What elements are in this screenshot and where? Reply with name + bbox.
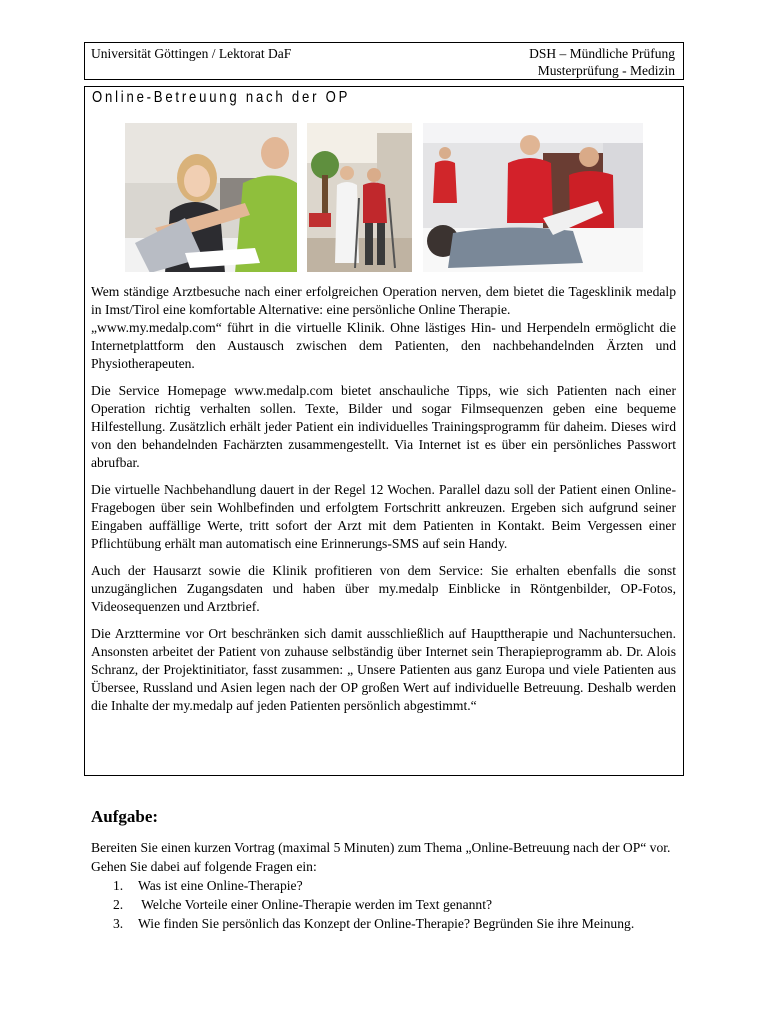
article-paragraph: Wem ständige Arztbesuche nach einer erfolgreichen Operation nerven, dem bietet die Tagesklinik medalp in Imst/Tirol eine komfortable Alternative: eine persönliche Online Therapie. xyxy=(91,284,676,317)
header-exam-type: DSH – Mündliche Prüfung xyxy=(529,46,675,61)
photo-patient-at-laptop xyxy=(125,123,297,272)
header-exam-subject: Musterprüfung - Medizin xyxy=(537,63,675,78)
article-paragraph: Auch der Hausarzt sowie die Klinik profitieren von dem Service: Sie erhalten ebenfalls die sonst unzugänglichen Zugangsdaten und haben über my.medalp Einblicke in Röntgenbilder, OP-Fotos, Videosequenzen und Arztbrief. xyxy=(91,563,676,614)
task-heading: Aufgabe: xyxy=(91,807,159,826)
article-paragraph: Die Service Homepage www.medalp.com bietet anschauliche Tipps, wie sich Patienten nach einer Operation richtig verhalten sollen. Texte, Bilder und sogar Filmsequenzen geben eine bequeme Hilfestellung. Zusätzlich erhält jeder Patient ein individuelles Trainingsprogramm für daheim. Dieses wird von den behandelnden Fachärzten zusammengestellt. Via Internet ist es über ein persönliches Passwort abrufbar. xyxy=(91,383,676,470)
document-header xyxy=(84,42,684,80)
question-text: Was ist eine Online-Therapie? xyxy=(138,878,303,893)
article-title: Online-Betreuung nach der OP xyxy=(92,89,351,106)
task-question xyxy=(91,895,681,914)
question-text: Welche Vorteile einer Online-Therapie werden im Text genannt? xyxy=(138,897,493,912)
header-institution: Universität Göttingen / Lektorat DaF xyxy=(91,46,292,61)
question-number: 1. xyxy=(113,878,124,893)
task-question xyxy=(91,876,681,895)
article-paragraph: Die Arzttermine vor Ort beschränken sich damit ausschließlich auf Haupttherapie und Nachuntersuchen. Ansonsten arbeitet der Patient von zuhause selbständig über Internet sein Therapieprogramm ab. Dr. Alois Schranz, der Projektinitiator, fasst zusammen: „ Unsere Patienten aus ganz Europa und viele Patienten aus Übersee, Russland und Asien legen nach der OP großen Wert auf individuelle Betreuung. Deshalb werden die Inhalte der my.medalp auf jeden Patienten persönlich abgestimmt.“ xyxy=(91,626,676,713)
article-body xyxy=(91,283,676,724)
photo-physiotherapy-session xyxy=(423,123,643,272)
question-number: 2. xyxy=(113,897,124,912)
question-number: 3. xyxy=(113,916,124,931)
task-question-list xyxy=(91,876,681,933)
photo-doctor-and-patient-walking xyxy=(307,123,412,272)
task-question xyxy=(91,914,681,933)
task-section xyxy=(91,806,681,933)
article-box xyxy=(84,86,684,776)
question-text: Wie finden Sie persönlich das Konzept der Online-Therapie? Begründen Sie ihre Meinung. xyxy=(138,916,635,931)
task-intro: Bereiten Sie einen kurzen Vortrag (maximal 5 Minuten) zum Thema „Online-Betreuung nach der OP“ vor. Gehen Sie dabei auf folgende Fragen ein: xyxy=(91,840,671,874)
article-paragraph: Die virtuelle Nachbehandlung dauert in der Regel 12 Wochen. Parallel dazu soll der Patient einen Online-Fragebogen über sein Wohlbefinden und erfolgtem Fortschritt ankreuzen. Ergeben sich aufgrund seiner Eingaben auffällige Werte, tritt sofort der Arzt mit dem Patienten in Kontakt. Beim Vergessen einer Pflichtübung erhält man automatisch eine Erinnerungs-SMS auf sein Handy. xyxy=(91,482,676,551)
article-paragraph: „www.my.medalp.com“ führt in die virtuelle Klinik. Ohne lästiges Hin- und Herpendeln ermöglicht die Internetplattform den Austausch zwischen dem Patienten, den nachbehandelnden Ärzten und Physiotherapeuten. xyxy=(91,320,676,371)
header-exam-info xyxy=(529,45,675,79)
